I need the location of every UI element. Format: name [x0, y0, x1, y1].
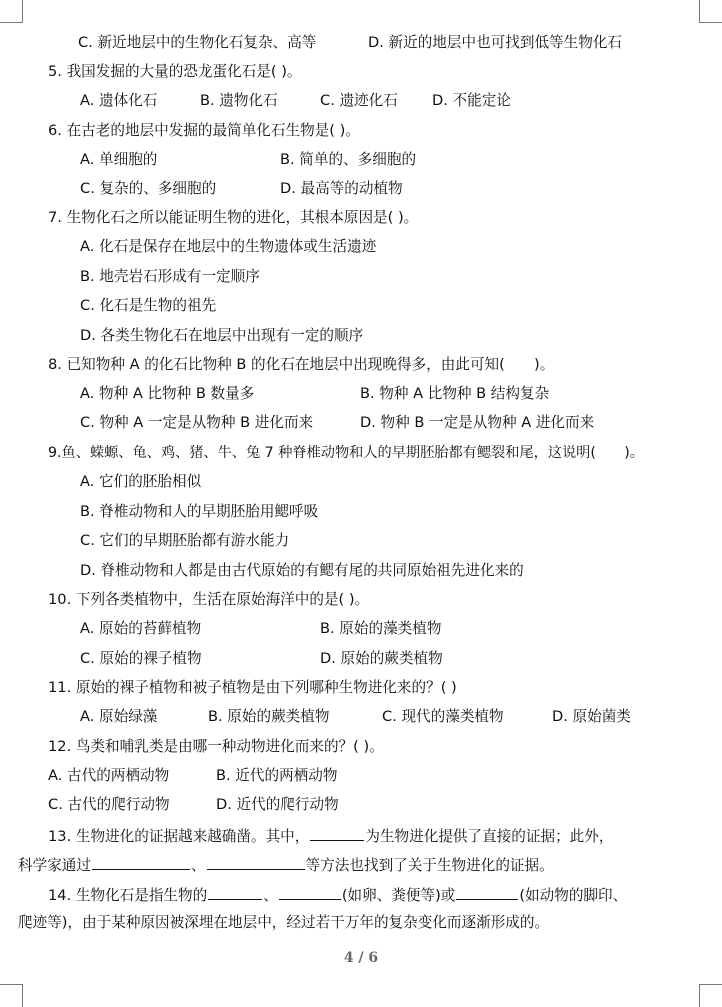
options-q6-row2	[80, 179, 403, 199]
option-c: C. 原始的裸子植物	[80, 650, 202, 667]
option-c: C. 它们的早期胚胎都有游水能力	[80, 532, 290, 549]
option-c: C. 现代的藻类植物	[382, 708, 504, 725]
option-c: C. 复杂的、多细胞的	[80, 180, 217, 197]
options-q10-row1	[80, 619, 442, 639]
option-b: B. 原始的蕨类植物	[208, 708, 330, 725]
question-8: 8. 已知物种 A 的化石比物种 B 的化石在地层中出现晚得多，由此可知( )。	[48, 356, 555, 373]
options-q12-row1	[48, 766, 338, 786]
answer-blank[interactable]	[92, 854, 190, 870]
q13-text-4: 、	[190, 857, 206, 874]
option-d: D. 原始的蕨类植物	[320, 650, 443, 667]
option-a: A. 化石是保存在地层中的生物遗体或生活遗迹	[80, 238, 377, 255]
option-a: A. 它们的胚胎相似	[80, 473, 202, 490]
answer-blank[interactable]	[456, 884, 518, 900]
q14-text-2: 、	[263, 887, 278, 904]
option-b: B. 近代的两栖动物	[216, 767, 338, 784]
crop-mark-bottom-left	[0, 984, 23, 1007]
options-q6-row1	[80, 150, 417, 170]
option-c: C. 遗迹化石	[320, 92, 398, 109]
answer-blank[interactable]	[208, 884, 262, 900]
option-a: A. 古代的两栖动物	[48, 767, 170, 784]
question-13-line1	[48, 825, 613, 845]
q14-text-4: (如动物的脚印、	[519, 887, 628, 904]
question-13-line2	[18, 854, 554, 874]
q13-text-1: 13. 生物进化的证据越来越确凿。其中，	[48, 828, 310, 845]
option-b: B. 地壳岩石形成有一定顺序	[80, 268, 260, 285]
crop-mark-top-left	[0, 0, 23, 23]
option-line	[78, 33, 623, 53]
answer-blank[interactable]	[310, 825, 364, 841]
q13-text-5: 等方法也找到了关于生物进化的证据。	[305, 857, 554, 874]
option-c: C. 化石是生物的祖先	[80, 297, 217, 314]
question-6: 6. 在古老的地层中发掘的最简单化石生物是( )。	[48, 122, 360, 139]
crop-mark-top-right	[699, 0, 722, 23]
question-9: 9.鱼、蝾螈、龟、鸡、猪、牛、兔 7 种脊椎动物和人的早期胚胎都有鳃裂和尾，这说明( )。	[48, 445, 644, 461]
options-q10-row2	[80, 649, 443, 669]
option-d: D. 脊椎动物和人都是由古代原始的有鳃有尾的共同原始祖先进化来的	[80, 562, 524, 579]
options-q12-row2	[48, 795, 339, 815]
q13-text-2: 为生物进化提供了直接的证据；此外，	[365, 828, 614, 845]
q13-text-3: 科学家通过	[18, 857, 91, 874]
option-c: C. 物种 A 一定是从物种 B 进化而来	[80, 414, 314, 431]
option-b: B. 脊椎动物和人的早期胚胎用鳃呼吸	[80, 503, 319, 520]
q14-text-1: 14. 生物化石是指生物的	[48, 887, 208, 904]
options-q8-row1	[80, 384, 550, 404]
q14-text-3: (如卵、粪便等)或	[341, 887, 456, 904]
question-12: 12. 鸟类和哺乳类是由哪一种动物进化而来的？( )。	[48, 738, 384, 755]
option-a: A. 原始绿藻	[80, 708, 158, 725]
option-a: A. 原始的苔藓植物	[80, 620, 202, 637]
option-d: D. 物种 B 一定是从物种 A 进化而来	[360, 414, 595, 431]
option-b: B. 物种 A 比物种 B 结构复杂	[360, 385, 550, 402]
question-14-line2: 爬迹等)，由于某种原因被深埋在地层中，经过若干万年的复杂变化而逐渐形成的。	[18, 914, 550, 931]
option-c: C. 古代的爬行动物	[48, 796, 170, 813]
question-10: 10. 下列各类植物中，生活在原始海洋中的是( )。	[48, 591, 370, 608]
page-number: 4 / 6	[343, 950, 379, 966]
option-d: D. 原始菌类	[552, 708, 631, 725]
answer-blank[interactable]	[207, 854, 305, 870]
question-14-line1	[48, 884, 627, 904]
option-a: A. 遗体化石	[80, 92, 158, 109]
option-d: D. 不能定论	[432, 92, 511, 109]
option-d: D. 近代的爬行动物	[216, 796, 339, 813]
question-7: 7. 生物化石之所以能证明生物的进化，其根本原因是( )。	[48, 209, 419, 226]
option-d: D. 各类生物化石在地层中出现有一定的顺序	[80, 327, 364, 344]
question-11: 11. 原始的裸子植物和被子植物是由下列哪种生物进化来的？( )	[48, 679, 457, 696]
answer-blank[interactable]	[279, 884, 341, 900]
option-d: D. 新近的地层中也可找到低等生物化石	[368, 34, 623, 51]
crop-mark-bottom-right	[699, 984, 722, 1007]
option-b: B. 原始的藻类植物	[320, 620, 442, 637]
option-c: C. 新近地层中的生物化石复杂、高等	[78, 34, 317, 51]
options-q8-row2	[80, 413, 595, 433]
option-d: D. 最高等的动植物	[280, 180, 403, 197]
question-5: 5. 我国发掘的大量的恐龙蛋化石是( )。	[48, 63, 302, 80]
option-b: B. 遗物化石	[200, 92, 278, 109]
options-q5	[80, 91, 511, 111]
option-a: A. 单细胞的	[80, 151, 158, 168]
options-q11	[80, 707, 631, 727]
option-a: A. 物种 A 比物种 B 数量多	[80, 385, 255, 402]
option-b: B. 简单的、多细胞的	[280, 151, 417, 168]
